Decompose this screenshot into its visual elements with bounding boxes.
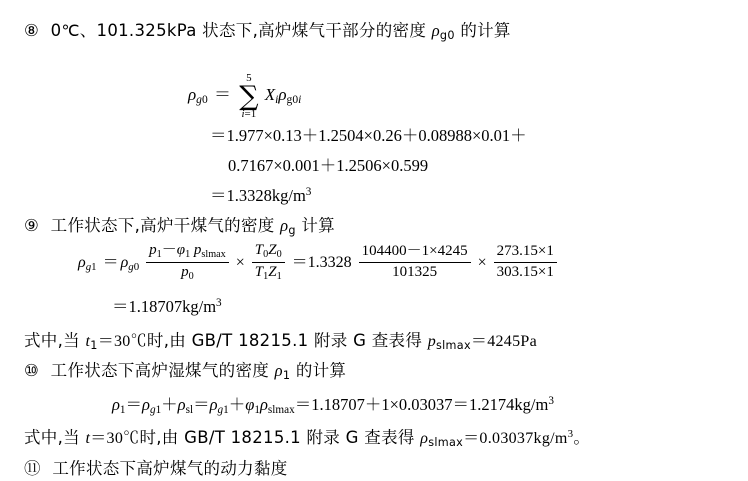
equation-8-line-1: $\rho g_0$ ＝ 5 ∑ i=1 Xiρ$_{g0}$i — [188, 72, 302, 121]
fraction-numeric-1: $\frac{104400-1\times 4245}{101325}$ — [359, 243, 471, 281]
item-9-marker: ⑨ — [24, 216, 40, 235]
heading-item-9 — [24, 212, 335, 237]
item-8-text: 0℃、101.325kPa 状态下,高炉煤气干部分的密度 $\rho_{g0}$ 的计算 — [50, 21, 511, 43]
equation-8-line-4: $=1.3328kg/m^3$ — [210, 185, 312, 205]
item-10-marker: ⑩ — [24, 361, 40, 380]
heading-item-11 — [24, 455, 288, 479]
heading-item-8 — [24, 17, 511, 42]
fraction-numeric-2: $\frac{273.15\times 1}{303.15\times 1}$ — [494, 243, 557, 281]
summation-symbol: 5 ∑ i=1 — [239, 72, 259, 121]
note-2: 式中,当 t＝30℃时,由 GB/T 18215.1 附录 G 查表得 $\rho_{slmax}=0.03037kg/m^3$。 — [24, 428, 591, 450]
item-8-marker: ⑧ — [24, 21, 40, 40]
fraction-T0Z0-T1Z1: $\frac{T_0Z_0}{T_1Z_1}$ — [252, 242, 285, 283]
equation-8-line-3: 0.7167×0.001＋1.2506×0.599 — [228, 156, 429, 175]
item-11-text: 工作状态下高炉煤气的动力黏度 — [52, 459, 288, 478]
item-9-text: 工作状态下,高炉干煤气的密度 $\rho_g$ 计算 — [50, 216, 335, 238]
equation-9-line-1: $\rho g_1 = \rho g_0$ $\frac{p_1-\varphi_1 p_{slmax}}{p_0}$ × $\frac{T_0Z_0}{T_1Z_1}$ ＝1.3328 $\frac{104400-1\times 4245}{101325}$ × $\frac{273.15\times 1}{303.15\times 1}$ — [78, 243, 560, 284]
fraction-p1-p0: $\frac{p_1-\varphi_1 p_{slmax}}{p_0}$ — [146, 242, 229, 283]
equation-10: $\rho_1=\rho g_1+\rho_{sl}=\rho g_1+\varphi_1\rho_{slmax}=1.18707+1\times 0.03037=1.2174kg/m^3$ — [112, 394, 554, 417]
note-1: 式中,当 $t_1=30℃$时,由 GB/T 18215.1 附录 G 查表得 $p_{slmax}=4245Pa$ — [24, 331, 538, 353]
item-11-marker: ⑪ — [24, 459, 41, 478]
equation-9-line-2: $=1.18707kg/m^3$ — [112, 296, 222, 316]
item-10-text: 工作状态下高炉湿煤气的密度 $\rho_1$ 的计算 — [50, 361, 347, 383]
heading-item-10 — [24, 357, 346, 382]
equation-8-line-2: ＝1.977×0.13＋1.2504×0.26＋0.08988×0.01＋ — [210, 126, 527, 145]
